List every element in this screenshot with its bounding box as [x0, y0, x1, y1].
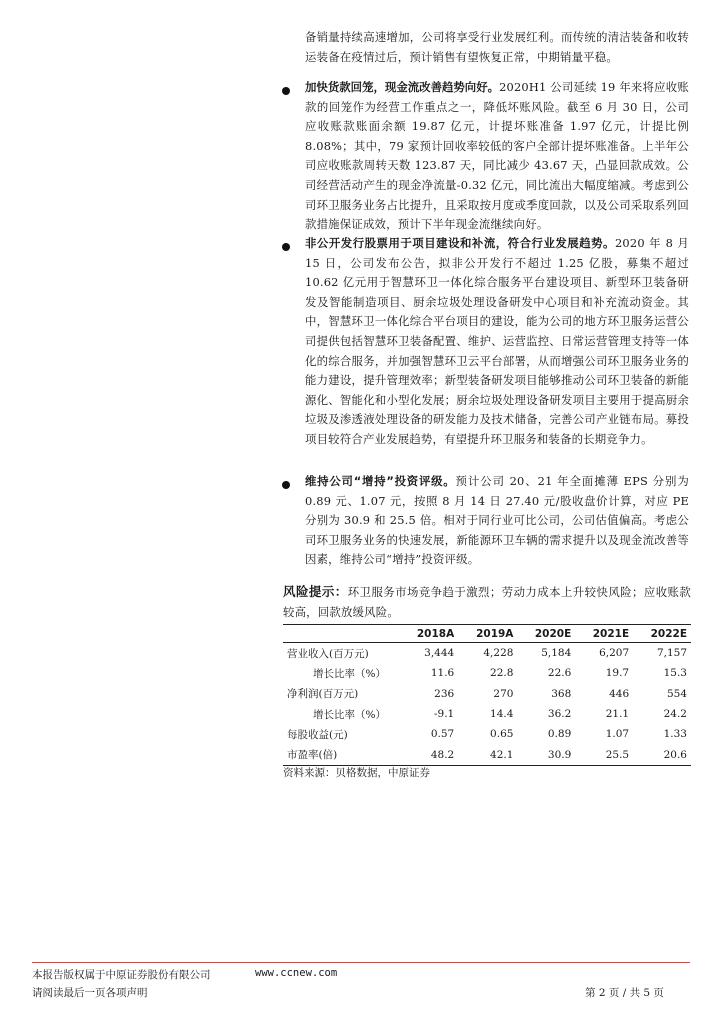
row-label: 市盈率(倍) — [283, 744, 399, 765]
table-row — [283, 724, 691, 744]
footer-page-number: 第 2 页 / 共 5 页 — [585, 987, 664, 999]
table-header-cell: 2018A — [399, 625, 458, 643]
table-cell: 1.07 — [605, 728, 630, 741]
row-label: 营业收入(百万元) — [287, 647, 369, 660]
table-cell: 0.89 — [547, 728, 572, 741]
bullet-body: 2020H1 公司延续 19 年来将应收账款的回笼作为经营工作重点之一，降低坏账风险。截至 6 月 30 日，公司应收账款账面余额 19.87 亿元，计提坏账准备 1.97 亿元，计提比例 8.08%；其中，79 家预计回收率较低的客户全部计提坏账准备。上半年公司应收账款周转天数 123.87 天，同比减少 43.67 天，凸显回款成效。公司经营活动产生的现金净流量-0.32 亿元，同比流出大幅度缩减。考虑到公司环卫服务业务占比提升，且采取按月度或季度回款，以及公司采取系列回款措施保证成效，预计下半年现金流继续向好。 — [305, 80, 689, 232]
table-cell: 5,184 — [541, 647, 572, 660]
table-cell: 6,207 — [599, 647, 630, 660]
top-paragraph: 备销量持续高速增加，公司将享受行业发展红利。而传统的清洁装备和收转运装备在疫情过后，预计销售有望恢复正常，中期销量平稳。 — [305, 30, 689, 64]
table-cell: 14.4 — [490, 708, 514, 721]
forecast-table — [283, 624, 691, 766]
bullet-paragraph-rating — [305, 472, 689, 570]
table-cell: 0.57 — [430, 728, 455, 741]
table-cell: 30.9 — [517, 744, 575, 765]
table-row — [283, 684, 691, 704]
table-cell: 21.1 — [605, 708, 630, 721]
table-cell: 446 — [609, 687, 630, 700]
table-cell: -9.1 — [433, 708, 455, 721]
table-cell: 42.1 — [458, 744, 517, 765]
table-cell: 20.6 — [633, 744, 691, 765]
footer-copyright: 本报告版权属于中原证券股份有限公司 — [32, 969, 211, 981]
table-header-row — [283, 625, 691, 643]
row-label: 净利润(百万元) — [287, 688, 359, 701]
risk-text: 环卫服务市场竞争趋于激烈；劳动力成本上升较快风险；应收账款较高，回款放缓风险。 — [283, 585, 691, 619]
table-cell: 24.2 — [663, 708, 687, 721]
table-cell: 36.2 — [547, 708, 572, 721]
bullet-heading: 维持公司“增持”投资评级。 — [305, 474, 456, 488]
bullet-body: 预计公司 20、21 年全面摊薄 EPS 分别为 0.89 元、1.07 元，按照 8 月 14 日 27.40 元/股收盘价计算，对应 PE 分别为 30.9 和 25.5 倍。相对于同行业可比公司，公司估值偏高。考虑公司环卫服务业务的快速发展，新能源环卫车辆的需求提升以及现金流改善等因素，维持公司“增持”投资评级。 — [305, 474, 689, 567]
bullet-heading: 加快货款回笼，现金流改善趋势向好。 — [305, 80, 500, 94]
table-cell: 22.8 — [490, 667, 514, 680]
table-cell: 368 — [551, 687, 572, 700]
table-row — [283, 704, 691, 724]
bullet-heading: 非公开发行股票用于项目建设和补流，符合行业发展趋势。 — [305, 236, 615, 250]
risk-warning — [283, 582, 691, 622]
bullet-body: 2020 年 8 月 15 日，公司发布公告，拟非公开发行不超过 1.25 亿股，募集不超过 10.62 亿元用于智慧环卫一体化综合服务平台建设项目、新型环卫装备研发及智能制造项目、厨余垃圾处理设备研发中心项目和补充流动资金。其中，智慧环卫一体化综合平台项目的建设，能为公司的地方环卫服务运营公司提供包括智慧环卫装备配置、维护、运营监控、日常运营管理支持等一体化的综合服务，并加强智慧环卫云平台部署，从而增强公司环卫服务业务的能力建设，提升管理效率；新型装备研发项目能够推动公司环卫装备的新能源化、智能化和小型化发展；厨余垃圾处理设备研发项目主要用于提高厨余垃圾及渗透液处理设备的研发能力及技术储备，完善公司产业链布局。募投项目较符合产业发展趋势，有望提升环卫服务和装备的长期竞争力。 — [305, 236, 689, 446]
table-cell: 3,444 — [424, 647, 455, 660]
table-header-cell: 2021E — [575, 625, 633, 643]
bullet-paragraph-cashflow — [305, 78, 689, 235]
table-header-cell: 2022E — [633, 625, 691, 643]
table-header-cell: 2019A — [458, 625, 517, 643]
table-cell: 11.6 — [430, 667, 455, 680]
table-row — [283, 744, 691, 765]
table-cell: 15.3 — [663, 667, 687, 680]
table-source-note: 资料来源：贝格数据，中原证券 — [283, 767, 430, 779]
table-cell: 554 — [666, 687, 687, 700]
bullet-icon — [282, 243, 290, 251]
table-cell: 19.7 — [605, 667, 630, 680]
table-cell: 4,228 — [483, 647, 514, 660]
table-cell: 22.6 — [547, 667, 572, 680]
row-label: 增长比率（%） — [313, 708, 386, 721]
table-cell: 0.65 — [490, 728, 514, 741]
footer-disclaimer: 请阅读最后一页各项声明 — [32, 987, 148, 999]
table-cell: 270 — [493, 687, 514, 700]
table-header-cell — [283, 625, 399, 643]
table-row — [283, 663, 691, 683]
table-cell: 1.33 — [663, 728, 687, 741]
table-row — [283, 643, 691, 664]
row-label: 每股收益(元) — [287, 728, 348, 741]
table-cell: 236 — [434, 687, 455, 700]
table-cell: 48.2 — [399, 744, 458, 765]
bullet-icon — [282, 481, 290, 489]
bullet-paragraph-private-placement — [305, 234, 689, 450]
footer-divider — [32, 962, 690, 963]
footer-website: www.ccnew.com — [255, 967, 338, 979]
bullet-icon — [282, 87, 290, 95]
table-cell: 7,157 — [656, 647, 687, 660]
table-header-cell: 2020E — [517, 625, 575, 643]
row-label: 增长比率（%） — [313, 667, 386, 680]
table-cell: 25.5 — [575, 744, 633, 765]
risk-label: 风险提示： — [283, 584, 348, 599]
